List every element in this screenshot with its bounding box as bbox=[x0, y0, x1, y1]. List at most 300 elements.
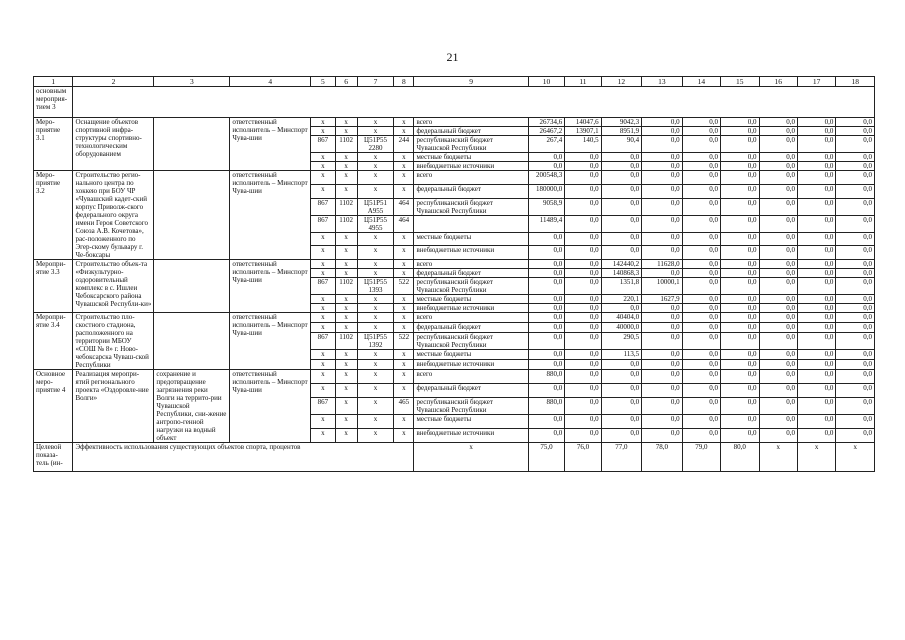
amount-cell: 0,0 bbox=[759, 171, 797, 185]
code-cell: x bbox=[357, 184, 393, 198]
code-cell: x bbox=[335, 350, 357, 360]
amount-cell: 0,0 bbox=[797, 323, 835, 333]
amount-cell: 0,0 bbox=[721, 384, 759, 398]
amount-cell: 0,0 bbox=[759, 370, 797, 384]
code-cell: x bbox=[357, 269, 393, 278]
code-cell: x bbox=[357, 313, 393, 323]
amount-cell: 0,0 bbox=[759, 184, 797, 198]
amount-cell: 0,0 bbox=[528, 304, 564, 313]
amount-cell: 0,0 bbox=[565, 304, 601, 313]
amount-cell: 40404,0 bbox=[601, 313, 641, 323]
goal-cell bbox=[154, 118, 230, 171]
amount-cell: 0,0 bbox=[601, 384, 641, 398]
amount-cell: 0,0 bbox=[565, 162, 601, 171]
amount-cell: 0,0 bbox=[759, 232, 797, 246]
amount-cell: 0,0 bbox=[759, 398, 797, 415]
amount-cell: 0,0 bbox=[601, 162, 641, 171]
table-row bbox=[34, 118, 875, 127]
code-cell: x bbox=[335, 304, 357, 313]
amount-cell: 0,0 bbox=[721, 215, 759, 232]
amount-cell: 0,0 bbox=[836, 118, 875, 127]
amount-cell: 0,0 bbox=[682, 260, 720, 269]
amount-cell: 0,0 bbox=[682, 118, 720, 127]
amount-cell: 880,0 bbox=[528, 370, 564, 384]
amount-cell: 0,0 bbox=[565, 215, 601, 232]
amount-cell: 0,0 bbox=[721, 429, 759, 443]
amount-cell: 26734,6 bbox=[528, 118, 564, 127]
code-cell: x bbox=[394, 304, 414, 313]
amount-cell: 0,0 bbox=[601, 370, 641, 384]
amount-cell: 0,0 bbox=[759, 278, 797, 295]
code-cell: x bbox=[394, 350, 414, 360]
event-label-cell: Меро-приятие 3.1 bbox=[34, 118, 73, 171]
goal-cell: сохранение и предотвращение загрязнения реки Волги на террито-рии Чувашской Республики, сни-жение антропо-генной нагрузки на водный объект bbox=[154, 370, 230, 443]
code-cell: x bbox=[335, 127, 357, 136]
code-cell: 522 bbox=[394, 278, 414, 295]
amount-cell: 0,0 bbox=[642, 162, 682, 171]
amount-cell: 0,0 bbox=[528, 295, 564, 304]
amount-cell: 0,0 bbox=[682, 246, 720, 260]
amount-cell: 0,0 bbox=[721, 184, 759, 198]
amount-cell: 0,0 bbox=[642, 127, 682, 136]
header-cell: 6 bbox=[335, 77, 357, 87]
code-cell: x bbox=[357, 429, 393, 443]
amount-cell: 0,0 bbox=[682, 304, 720, 313]
code-cell: x bbox=[335, 370, 357, 384]
executor-cell: ответственный исполнитель – Минспорт Чува-шии bbox=[230, 370, 311, 443]
amount-cell: 0,0 bbox=[528, 260, 564, 269]
executor-cell: ответственный исполнитель – Минспорт Чува-шии bbox=[230, 171, 311, 260]
amount-cell: 0,0 bbox=[682, 136, 720, 153]
amount-cell: 0,0 bbox=[797, 118, 835, 127]
code-cell: 244 bbox=[394, 136, 414, 153]
amount-cell: 0,0 bbox=[836, 350, 875, 360]
event-name-cell: Реализация меропри-ятий регионального проекта «Оздоровле-ние Волги» bbox=[73, 370, 154, 443]
amount-cell: 0,0 bbox=[721, 350, 759, 360]
amount-cell: 0,0 bbox=[565, 260, 601, 269]
header-cell: 10 bbox=[528, 77, 564, 87]
amount-cell: 0,0 bbox=[682, 184, 720, 198]
amount-cell: 0,0 bbox=[721, 313, 759, 323]
amount-cell: 0,0 bbox=[759, 429, 797, 443]
amount-cell: 0,0 bbox=[642, 118, 682, 127]
funding-source-cell: всего bbox=[414, 313, 528, 323]
amount-cell: 0,0 bbox=[721, 370, 759, 384]
header-cell: 4 bbox=[230, 77, 311, 87]
amount-cell: 0,0 bbox=[836, 153, 875, 162]
code-cell: x bbox=[394, 370, 414, 384]
amount-cell: 0,0 bbox=[721, 269, 759, 278]
header-cell: 14 bbox=[682, 77, 720, 87]
amount-cell: 40000,0 bbox=[601, 323, 641, 333]
amount-cell: 0,0 bbox=[836, 415, 875, 429]
amount-cell: 0,0 bbox=[682, 370, 720, 384]
code-cell: x bbox=[335, 323, 357, 333]
funding-source-cell: внебюджетные источники bbox=[414, 162, 528, 171]
amount-cell: 0,0 bbox=[682, 333, 720, 350]
amount-cell: 0,0 bbox=[565, 360, 601, 370]
amount-cell: 0,0 bbox=[836, 384, 875, 398]
amount-cell: 0,0 bbox=[682, 198, 720, 215]
code-cell: x bbox=[394, 295, 414, 304]
code-cell: x bbox=[311, 384, 335, 398]
funding-source-cell: республиканский бюджет Чувашской Республики bbox=[414, 333, 528, 350]
amount-cell: 0,0 bbox=[797, 278, 835, 295]
amount-cell: 0,0 bbox=[528, 278, 564, 295]
amount-cell: 10000,1 bbox=[642, 278, 682, 295]
code-cell: 867 bbox=[311, 398, 335, 415]
amount-cell: 0,0 bbox=[721, 136, 759, 153]
amount-cell: 0,0 bbox=[797, 246, 835, 260]
code-cell: x bbox=[357, 260, 393, 269]
code-cell: 867 bbox=[311, 136, 335, 153]
amount-cell: 0,0 bbox=[836, 398, 875, 415]
code-cell: 464 bbox=[394, 198, 414, 215]
amount-cell: 0,0 bbox=[759, 384, 797, 398]
code-cell: x bbox=[311, 118, 335, 127]
amount-cell: 0,0 bbox=[565, 415, 601, 429]
amount-cell: 0,0 bbox=[642, 350, 682, 360]
amount-cell: 0,0 bbox=[836, 215, 875, 232]
amount-cell: 0,0 bbox=[642, 232, 682, 246]
amount-cell: 0,0 bbox=[682, 171, 720, 185]
amount-cell: 0,0 bbox=[601, 215, 641, 232]
amount-cell: 0,0 bbox=[682, 295, 720, 304]
amount-cell: 0,0 bbox=[601, 171, 641, 185]
amount-cell: 0,0 bbox=[682, 215, 720, 232]
amount-cell: 0,0 bbox=[836, 429, 875, 443]
code-cell: x bbox=[394, 269, 414, 278]
amount-cell: 0,0 bbox=[565, 198, 601, 215]
code-cell: 522 bbox=[394, 333, 414, 350]
amount-cell: 14047,6 bbox=[565, 118, 601, 127]
code-cell: x bbox=[335, 269, 357, 278]
header-cell: 17 bbox=[797, 77, 835, 87]
amount-cell: 0,0 bbox=[836, 278, 875, 295]
amount-cell: 0,0 bbox=[759, 127, 797, 136]
code-cell: x bbox=[394, 360, 414, 370]
amount-cell: 0,0 bbox=[601, 360, 641, 370]
amount-cell: 0,0 bbox=[642, 215, 682, 232]
amount-cell: 0,0 bbox=[759, 313, 797, 323]
amount-cell: 0,0 bbox=[601, 429, 641, 443]
amount-cell: 0,0 bbox=[682, 415, 720, 429]
indicator-unit-cell: x bbox=[414, 443, 528, 472]
goal-cell bbox=[154, 313, 230, 370]
header-cell: 18 bbox=[836, 77, 875, 87]
amount-cell: 0,0 bbox=[836, 184, 875, 198]
amount-cell: 0,0 bbox=[759, 246, 797, 260]
code-cell: x bbox=[357, 153, 393, 162]
amount-cell: 8951,9 bbox=[601, 127, 641, 136]
amount-cell: 0,0 bbox=[565, 323, 601, 333]
code-cell: x bbox=[311, 184, 335, 198]
amount-cell: 0,0 bbox=[759, 118, 797, 127]
amount-cell: 0,0 bbox=[528, 269, 564, 278]
code-cell: x bbox=[311, 246, 335, 260]
code-cell: Ц51Р55 1392 bbox=[357, 333, 393, 350]
code-cell: x bbox=[394, 313, 414, 323]
funding-source-cell: внебюджетные источники bbox=[414, 246, 528, 260]
amount-cell: 0,0 bbox=[682, 232, 720, 246]
amount-cell: 0,0 bbox=[797, 269, 835, 278]
amount-cell: 0,0 bbox=[642, 304, 682, 313]
amount-cell: 0,0 bbox=[528, 429, 564, 443]
funding-source-cell: республиканский бюджет Чувашской Республики bbox=[414, 198, 528, 215]
code-cell: 465 bbox=[394, 398, 414, 415]
code-cell: x bbox=[357, 162, 393, 171]
code-cell: x bbox=[394, 171, 414, 185]
code-cell: x bbox=[335, 162, 357, 171]
event-label-cell: Основное меро-приятие 4 bbox=[34, 370, 73, 443]
amount-cell: 220,1 bbox=[601, 295, 641, 304]
amount-cell: 0,0 bbox=[759, 136, 797, 153]
code-cell: 1102 bbox=[335, 278, 357, 295]
funding-source-cell: всего bbox=[414, 118, 528, 127]
goal-cell bbox=[154, 260, 230, 313]
amount-cell: 0,0 bbox=[797, 232, 835, 246]
amount-cell: 0,0 bbox=[642, 333, 682, 350]
funding-source-cell: федеральный бюджет bbox=[414, 323, 528, 333]
amount-cell: 0,0 bbox=[759, 350, 797, 360]
amount-cell: 0,0 bbox=[601, 184, 641, 198]
amount-cell: 0,0 bbox=[528, 333, 564, 350]
amount-cell: 0,0 bbox=[601, 232, 641, 246]
code-cell: x bbox=[394, 260, 414, 269]
amount-cell: 0,0 bbox=[797, 260, 835, 269]
indicator-value-cell: 78,0 bbox=[642, 443, 682, 472]
amount-cell: 0,0 bbox=[565, 350, 601, 360]
amount-cell: 26467,2 bbox=[528, 127, 564, 136]
amount-cell: 0,0 bbox=[759, 269, 797, 278]
amount-cell: 0,0 bbox=[682, 398, 720, 415]
amount-cell: 0,0 bbox=[721, 162, 759, 171]
code-cell: x bbox=[394, 118, 414, 127]
indicator-value-cell: 75,0 bbox=[528, 443, 564, 472]
funding-source-cell: федеральный бюджет bbox=[414, 269, 528, 278]
indicator-value-cell: x bbox=[797, 443, 835, 472]
indicator-value-cell: 76,0 bbox=[565, 443, 601, 472]
code-cell: 867 bbox=[311, 333, 335, 350]
page-number: 21 bbox=[446, 50, 459, 64]
amount-cell: 0,0 bbox=[642, 398, 682, 415]
amount-cell: 0,0 bbox=[682, 127, 720, 136]
amount-cell: 0,0 bbox=[836, 313, 875, 323]
amount-cell: 0,0 bbox=[528, 415, 564, 429]
amount-cell: 0,0 bbox=[642, 246, 682, 260]
amount-cell: 13907,1 bbox=[565, 127, 601, 136]
amount-cell: 0,0 bbox=[642, 269, 682, 278]
header-cell: 2 bbox=[73, 77, 154, 87]
funding-source-cell: всего bbox=[414, 260, 528, 269]
amount-cell: 140868,3 bbox=[601, 269, 641, 278]
event-label-cell: Меро-приятие 3.2 bbox=[34, 171, 73, 260]
amount-cell: 0,0 bbox=[528, 323, 564, 333]
code-cell: x bbox=[311, 370, 335, 384]
indicator-value-cell: x bbox=[759, 443, 797, 472]
funding-source-cell: республиканский бюджет Чувашской Республики bbox=[414, 136, 528, 153]
amount-cell: 0,0 bbox=[721, 127, 759, 136]
amount-cell: 0,0 bbox=[565, 171, 601, 185]
amount-cell: 0,0 bbox=[836, 171, 875, 185]
amount-cell: 113,5 bbox=[601, 350, 641, 360]
code-cell: Ц51Р55 4955 bbox=[357, 215, 393, 232]
amount-cell: 0,0 bbox=[565, 295, 601, 304]
amount-cell: 0,0 bbox=[682, 269, 720, 278]
amount-cell: 0,0 bbox=[836, 162, 875, 171]
code-cell: x bbox=[357, 118, 393, 127]
amount-cell: 0,0 bbox=[797, 162, 835, 171]
funding-source-cell: местные бюджеты bbox=[414, 295, 528, 304]
amount-cell: 0,0 bbox=[797, 398, 835, 415]
amount-cell: 142440,2 bbox=[601, 260, 641, 269]
code-cell: x bbox=[335, 153, 357, 162]
header-cell: 5 bbox=[311, 77, 335, 87]
code-cell: x bbox=[335, 415, 357, 429]
code-cell: x bbox=[335, 360, 357, 370]
amount-cell: 0,0 bbox=[682, 278, 720, 295]
amount-cell: 0,0 bbox=[642, 313, 682, 323]
amount-cell: 9042,3 bbox=[601, 118, 641, 127]
amount-cell: 0,0 bbox=[836, 127, 875, 136]
amount-cell: 0,0 bbox=[601, 415, 641, 429]
funding-source-cell: местные бюджеты bbox=[414, 350, 528, 360]
amount-cell: 0,0 bbox=[797, 350, 835, 360]
amount-cell: 0,0 bbox=[721, 295, 759, 304]
code-cell: x bbox=[311, 162, 335, 171]
amount-cell: 0,0 bbox=[565, 429, 601, 443]
amount-cell: 0,0 bbox=[836, 304, 875, 313]
amount-cell: 0,0 bbox=[528, 384, 564, 398]
code-cell: x bbox=[335, 232, 357, 246]
code-cell: 867 bbox=[311, 215, 335, 232]
amount-cell: 0,0 bbox=[797, 304, 835, 313]
code-cell: x bbox=[335, 246, 357, 260]
code-cell: x bbox=[394, 246, 414, 260]
amount-cell: 1627,9 bbox=[642, 295, 682, 304]
amount-cell: 9058,9 bbox=[528, 198, 564, 215]
funding-source-cell: республиканский бюджет Чувашской Республики bbox=[414, 278, 528, 295]
amount-cell: 0,0 bbox=[836, 136, 875, 153]
amount-cell: 0,0 bbox=[565, 313, 601, 323]
amount-cell: 140,5 bbox=[565, 136, 601, 153]
amount-cell: 0,0 bbox=[721, 118, 759, 127]
amount-cell: 0,0 bbox=[721, 153, 759, 162]
goal-cell bbox=[154, 171, 230, 260]
code-cell: x bbox=[394, 415, 414, 429]
amount-cell: 0,0 bbox=[601, 398, 641, 415]
amount-cell: 0,0 bbox=[759, 360, 797, 370]
amount-cell: 0,0 bbox=[759, 333, 797, 350]
event-name-cell: Строительство объек-та «Физкультурно-оздоровительный комплекс в с. Ишлеи Чебоксарского района Чувашской Республи-ки» bbox=[73, 260, 154, 313]
funding-source-cell: местные бюджеты bbox=[414, 232, 528, 246]
code-cell: x bbox=[357, 323, 393, 333]
funding-source-cell bbox=[414, 215, 528, 232]
code-cell: x bbox=[311, 323, 335, 333]
amount-cell: 0,0 bbox=[797, 153, 835, 162]
indicator-value-cell: 79,0 bbox=[682, 443, 720, 472]
header-cell: 12 bbox=[601, 77, 641, 87]
amount-cell: 0,0 bbox=[836, 360, 875, 370]
amount-cell: 0,0 bbox=[642, 360, 682, 370]
code-cell: x bbox=[357, 246, 393, 260]
amount-cell: 0,0 bbox=[642, 370, 682, 384]
table-row bbox=[34, 87, 875, 118]
amount-cell: 0,0 bbox=[797, 370, 835, 384]
amount-cell: 0,0 bbox=[528, 313, 564, 323]
code-cell: x bbox=[311, 232, 335, 246]
amount-cell: 0,0 bbox=[721, 398, 759, 415]
amount-cell: 0,0 bbox=[721, 232, 759, 246]
amount-cell: 0,0 bbox=[759, 415, 797, 429]
executor-cell: ответственный исполнитель – Минспорт Чува-шии bbox=[230, 313, 311, 370]
code-cell: x bbox=[311, 360, 335, 370]
code-cell: x bbox=[311, 429, 335, 443]
code-cell: x bbox=[335, 118, 357, 127]
amount-cell: 0,0 bbox=[565, 370, 601, 384]
event-name-cell: Оснащение объектов спортивной инфра-структуры спортивно-технологическим оборудованием bbox=[73, 118, 154, 171]
amount-cell: 0,0 bbox=[528, 246, 564, 260]
table-row bbox=[34, 171, 875, 185]
amount-cell: 0,0 bbox=[721, 360, 759, 370]
code-cell: 1102 bbox=[335, 136, 357, 153]
indicator-value-cell: 77,0 bbox=[601, 443, 641, 472]
amount-cell: 0,0 bbox=[759, 153, 797, 162]
amount-cell: 0,0 bbox=[565, 246, 601, 260]
table-row bbox=[34, 370, 875, 384]
amount-cell: 0,0 bbox=[682, 350, 720, 360]
header-cell: 16 bbox=[759, 77, 797, 87]
amount-cell: 180000,0 bbox=[528, 184, 564, 198]
amount-cell: 290,5 bbox=[601, 333, 641, 350]
event-label-cell: Меропри-ятие 3.4 bbox=[34, 313, 73, 370]
amount-cell: 0,0 bbox=[759, 162, 797, 171]
amount-cell: 0,0 bbox=[642, 184, 682, 198]
indicator-label-cell: Целевой показа-тель (ин- bbox=[34, 443, 73, 472]
funding-source-cell: федеральный бюджет bbox=[414, 127, 528, 136]
amount-cell: 0,0 bbox=[721, 198, 759, 215]
code-cell: x bbox=[394, 232, 414, 246]
amount-cell: 0,0 bbox=[797, 127, 835, 136]
header-cell: 13 bbox=[642, 77, 682, 87]
event-label-cell: основным мероприя-тием 3 bbox=[34, 87, 73, 118]
code-cell: x bbox=[357, 370, 393, 384]
empty-cell bbox=[73, 87, 875, 118]
header-cell: 11 bbox=[565, 77, 601, 87]
budget-table bbox=[33, 76, 875, 472]
amount-cell: 0,0 bbox=[565, 384, 601, 398]
amount-cell: 0,0 bbox=[642, 429, 682, 443]
funding-source-cell: федеральный бюджет bbox=[414, 384, 528, 398]
amount-cell: 0,0 bbox=[836, 246, 875, 260]
amount-cell: 0,0 bbox=[836, 269, 875, 278]
code-cell: x bbox=[357, 350, 393, 360]
amount-cell: 0,0 bbox=[565, 398, 601, 415]
event-name-cell: Строительство регио-нального центра по хоккею при БОУ ЧР «Чувашский кадет-ский корпус Приволж-ского федерального округа имени Героя Советского Союза А.В. Кочетова», рас-положенного по Эгер-скому бульвару г. Че-боксары bbox=[73, 171, 154, 260]
amount-cell: 0,0 bbox=[759, 295, 797, 304]
amount-cell: 0,0 bbox=[565, 333, 601, 350]
amount-cell: 0,0 bbox=[797, 415, 835, 429]
amount-cell: 0,0 bbox=[721, 323, 759, 333]
code-cell: x bbox=[357, 232, 393, 246]
amount-cell: 0,0 bbox=[797, 384, 835, 398]
code-cell: x bbox=[394, 184, 414, 198]
amount-cell: 0,0 bbox=[797, 184, 835, 198]
amount-cell: 0,0 bbox=[797, 295, 835, 304]
amount-cell: 0,0 bbox=[836, 333, 875, 350]
code-cell: x bbox=[311, 350, 335, 360]
amount-cell: 0,0 bbox=[797, 313, 835, 323]
